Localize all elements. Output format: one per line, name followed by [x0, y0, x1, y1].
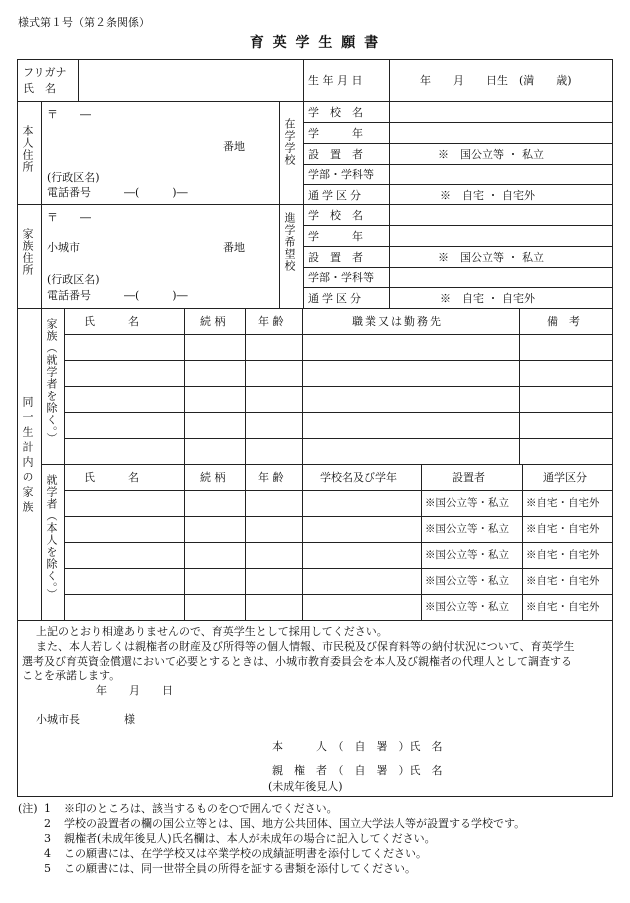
applicant-ward: (行政区名) [47, 171, 100, 184]
applicant-address-label: 本人住所 [21, 125, 34, 173]
student-group-label: 就学者（本人を除く。） [45, 474, 58, 601]
family-banchi: 番地 [223, 241, 245, 254]
family-header-name: 氏 名 [84, 315, 139, 328]
name-field[interactable] [80, 61, 301, 99]
current-school-commute-options[interactable]: ※ 自宅 ・ 自宅外 [440, 189, 535, 202]
student-founder-options[interactable]: ※国公立等・私立 [425, 575, 509, 587]
student-header-relation: 続 柄 [200, 471, 226, 484]
student-founder-options[interactable]: ※国公立等・私立 [425, 601, 509, 613]
target-school-commute-label: 通学区分 [308, 292, 364, 305]
student-header-commute: 通学区分 [543, 471, 587, 484]
current-school-commute-label: 通学区分 [308, 189, 364, 202]
student-commute-options[interactable]: ※自宅・自宅外 [526, 497, 600, 509]
current-school-founder-options[interactable]: ※ 国公立等 ・ 私立 [438, 148, 544, 161]
birthdate-label: 生 年 月 日 [308, 74, 363, 87]
note-number: 5 [44, 862, 51, 875]
family-postal[interactable]: 〒 ― [47, 211, 91, 224]
date-line[interactable]: 年 月 日 [96, 684, 173, 697]
target-school-commute-options[interactable]: ※ 自宅 ・ 自宅外 [440, 292, 535, 305]
note-number: 3 [44, 832, 51, 845]
note-number: 2 [44, 817, 51, 830]
declaration-line-1: 上記のとおり相違ありませんので、育英学生として採用してください。 [36, 625, 388, 638]
target-school-founder-label: 設 置 者 [308, 251, 363, 264]
student-header-age: 年 齢 [258, 471, 284, 484]
current-school-department-label: 学部・学科等 [308, 168, 374, 181]
note-text: 学校の設置者の欄の国公立等とは、国、地方公共団体、国立大学法人等が設置する学校です。 [64, 817, 526, 830]
student-founder-options[interactable]: ※国公立等・私立 [425, 523, 509, 535]
family-address-label: 家族住所 [21, 228, 34, 276]
target-school-department-label: 学部・学科等 [308, 271, 374, 284]
note-number: 1 [44, 802, 51, 815]
target-school-label: 進学希望校 [283, 212, 296, 272]
furigana-label: フリガナ [23, 66, 67, 79]
student-header-founder: 設置者 [452, 471, 485, 484]
page-title: 育 英 学 生 願 書 [249, 35, 381, 51]
family-phone[interactable]: 電話番号 ―( )― [47, 289, 188, 302]
note-text: この願書には、在学学校又は卒業学校の成績証明書を添付してください。 [64, 847, 427, 860]
current-school-grade-label: 学 年 [308, 127, 363, 140]
family-group-label: 家族（就学者を除く。） [45, 318, 58, 445]
note-text: 親権者(未成年後見人)氏名欄は、本人が未成年の場合に記入してください。 [64, 832, 436, 845]
addressee: 小城市長 様 [36, 713, 135, 726]
applicant-banchi: 番地 [223, 140, 245, 153]
student-commute-options[interactable]: ※自宅・自宅外 [526, 549, 600, 561]
birthdate-value[interactable]: 年 月 日生 (満 歳) [420, 74, 572, 87]
applicant-signature-label[interactable]: 本 人 （ 自 署 ）氏 名 [272, 740, 443, 753]
target-school-grade-label: 学 年 [308, 230, 363, 243]
family-header-remarks: 備 考 [547, 315, 580, 328]
family-city: 小城市 [47, 241, 80, 254]
declaration-line-4: ことを承諾します。 [22, 669, 121, 682]
applicant-postal[interactable]: 〒 ― [47, 108, 91, 121]
family-header-occupation: 職業又は勤務先 [352, 315, 443, 328]
family-ward: (行政区名) [47, 273, 100, 286]
student-founder-options[interactable]: ※国公立等・私立 [425, 549, 509, 561]
declaration-line-3: 選考及び育英資金償還において必要とするときは、小城市教育委員会を本人及び親権者の代理人として調査する [22, 655, 572, 668]
student-header-name: 氏 名 [84, 471, 139, 484]
family-header-relation: 続 柄 [200, 315, 226, 328]
guardian-signature-label[interactable]: 親 権 者 （ 自 署 ）氏 名 [272, 764, 443, 777]
guardian-subtitle: (未成年後見人) [268, 780, 343, 793]
note-text: この願書には、同一世帯全員の所得を証する書類を添付してください。 [64, 862, 416, 875]
current-school-name-label: 学 校 名 [308, 106, 363, 119]
note-number: 4 [44, 847, 51, 860]
target-school-name-label: 学 校 名 [308, 209, 363, 222]
student-commute-options[interactable]: ※自宅・自宅外 [526, 601, 600, 613]
form-number: 様式第１号（第２条関係） [18, 16, 150, 29]
note-text: ※印のところは、該当するものを○で囲んでください。 [64, 802, 338, 815]
applicant-phone[interactable]: 電話番号 ―( )― [47, 186, 188, 199]
household-label: 同一生計内の家族 [21, 396, 34, 516]
student-commute-options[interactable]: ※自宅・自宅外 [526, 523, 600, 535]
current-school-founder-label: 設 置 者 [308, 148, 363, 161]
declaration-line-2: また、本人若しくは親権者の財産及び所得等の個人情報、市民税及び保育料等の納付状況について、育英学生 [36, 640, 575, 653]
notes-label: (注) [18, 802, 38, 815]
student-founder-options[interactable]: ※国公立等・私立 [425, 497, 509, 509]
name-label: 氏 名 [23, 82, 56, 95]
family-header-age: 年 齢 [258, 315, 284, 328]
target-school-founder-options[interactable]: ※ 国公立等 ・ 私立 [438, 251, 544, 264]
student-header-school: 学校名及び学年 [320, 471, 397, 484]
student-commute-options[interactable]: ※自宅・自宅外 [526, 575, 600, 587]
current-school-label: 在学学校 [283, 118, 296, 166]
